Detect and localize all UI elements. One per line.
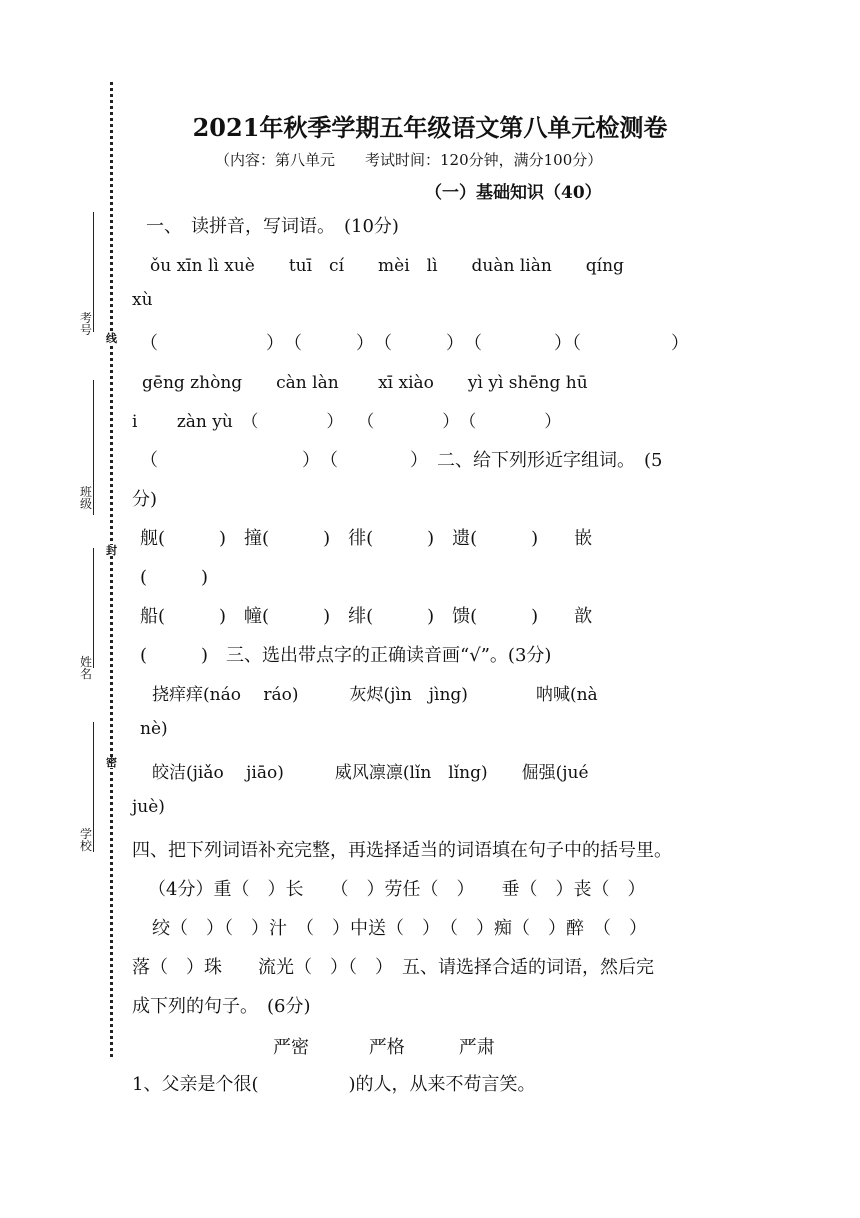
exam-no-label: 考号 bbox=[80, 311, 93, 337]
pinyin-line: gēng zhòng càn làn xī xiào yì yì shēng hū bbox=[142, 373, 588, 393]
page-title: 2021年秋季学期五年级语文第八单元检测卷 bbox=[192, 113, 668, 142]
page-subtitle: （内容：第八单元 考试时间：120分钟，满分100分） bbox=[215, 151, 603, 169]
question-1-heading: 一、 读拼音，写词语。 (10分) bbox=[146, 216, 399, 237]
sentence-1: 1、父亲是个很( )的人，从来不苟言笑。 bbox=[132, 1074, 536, 1095]
exam-no-underline bbox=[93, 212, 94, 332]
char-group-row: 船( ) 幢( ) 绯( ) 馈( ) 歆 bbox=[140, 606, 593, 627]
binding-mark-secret: 密 bbox=[106, 756, 117, 769]
pronunciation-row: nè) bbox=[140, 719, 168, 739]
pinyin-line: i zàn yù （ ） （ ） （ ） bbox=[132, 412, 562, 432]
class-underline bbox=[93, 380, 94, 515]
name-label: 姓名 bbox=[80, 655, 93, 681]
name-underline bbox=[93, 548, 94, 668]
idiom-row: （4分）重（ ）长 （ ）劳任（ ） 垂（ ）丧（ ） bbox=[148, 879, 646, 900]
answer-brackets: （ ） （ ） （ ） （ ）（ ） bbox=[140, 333, 689, 354]
pinyin-line: xù bbox=[132, 290, 153, 310]
word-choices: 严密 严格 严肃 bbox=[273, 1037, 495, 1058]
pinyin-line: ǒu xīn lì xuè tuī cí mèi lì duàn liàn qíng bbox=[150, 256, 624, 276]
char-group-row: ( ) bbox=[140, 567, 209, 588]
binding-mark-seal: 封 bbox=[106, 544, 117, 557]
question-5-heading: 落（ ）珠 流光（ ）（ ） 五、请选择合适的词语，然后完 bbox=[132, 957, 654, 978]
pronunciation-row: 皎洁(jiǎo jiāo) 威风凛凛(lǐn lǐng) 倔强(jué bbox=[152, 763, 589, 783]
question-3-heading: ( ) 三、选出带点字的正确读音画“√”。(3分) bbox=[140, 645, 552, 666]
question-4-heading: 四、把下列词语补充完整，再选择适当的词语填在句子中的括号里。 bbox=[132, 840, 672, 861]
char-group-row: 舰( ) 撞( ) 徘( ) 遗( ) 嵌 bbox=[140, 528, 593, 549]
binding-mark-line: 线 bbox=[106, 332, 117, 345]
pronunciation-row: juè) bbox=[132, 797, 165, 817]
question-2-heading: （ ） （ ） 二、给下列形近字组词。 (5 bbox=[140, 450, 663, 471]
school-label: 学校 bbox=[80, 827, 93, 853]
section-heading: （一）基础知识（40） bbox=[425, 183, 602, 203]
pronunciation-row: 挠痒痒(náo ráo) 灰烬(jìn jìng) 呐喊(nà bbox=[152, 685, 598, 705]
question-2-score: 分) bbox=[132, 489, 158, 510]
question-5-score: 成下列的句子。 (6分) bbox=[132, 996, 311, 1017]
class-label: 班级 bbox=[80, 485, 93, 511]
school-underline bbox=[93, 722, 94, 852]
idiom-row: 绞（ ）（ ）汁 （ ）中送（ ） （ ）痴（ ）醉 （ ） bbox=[152, 918, 647, 939]
binding-dotted-line bbox=[110, 82, 113, 1057]
